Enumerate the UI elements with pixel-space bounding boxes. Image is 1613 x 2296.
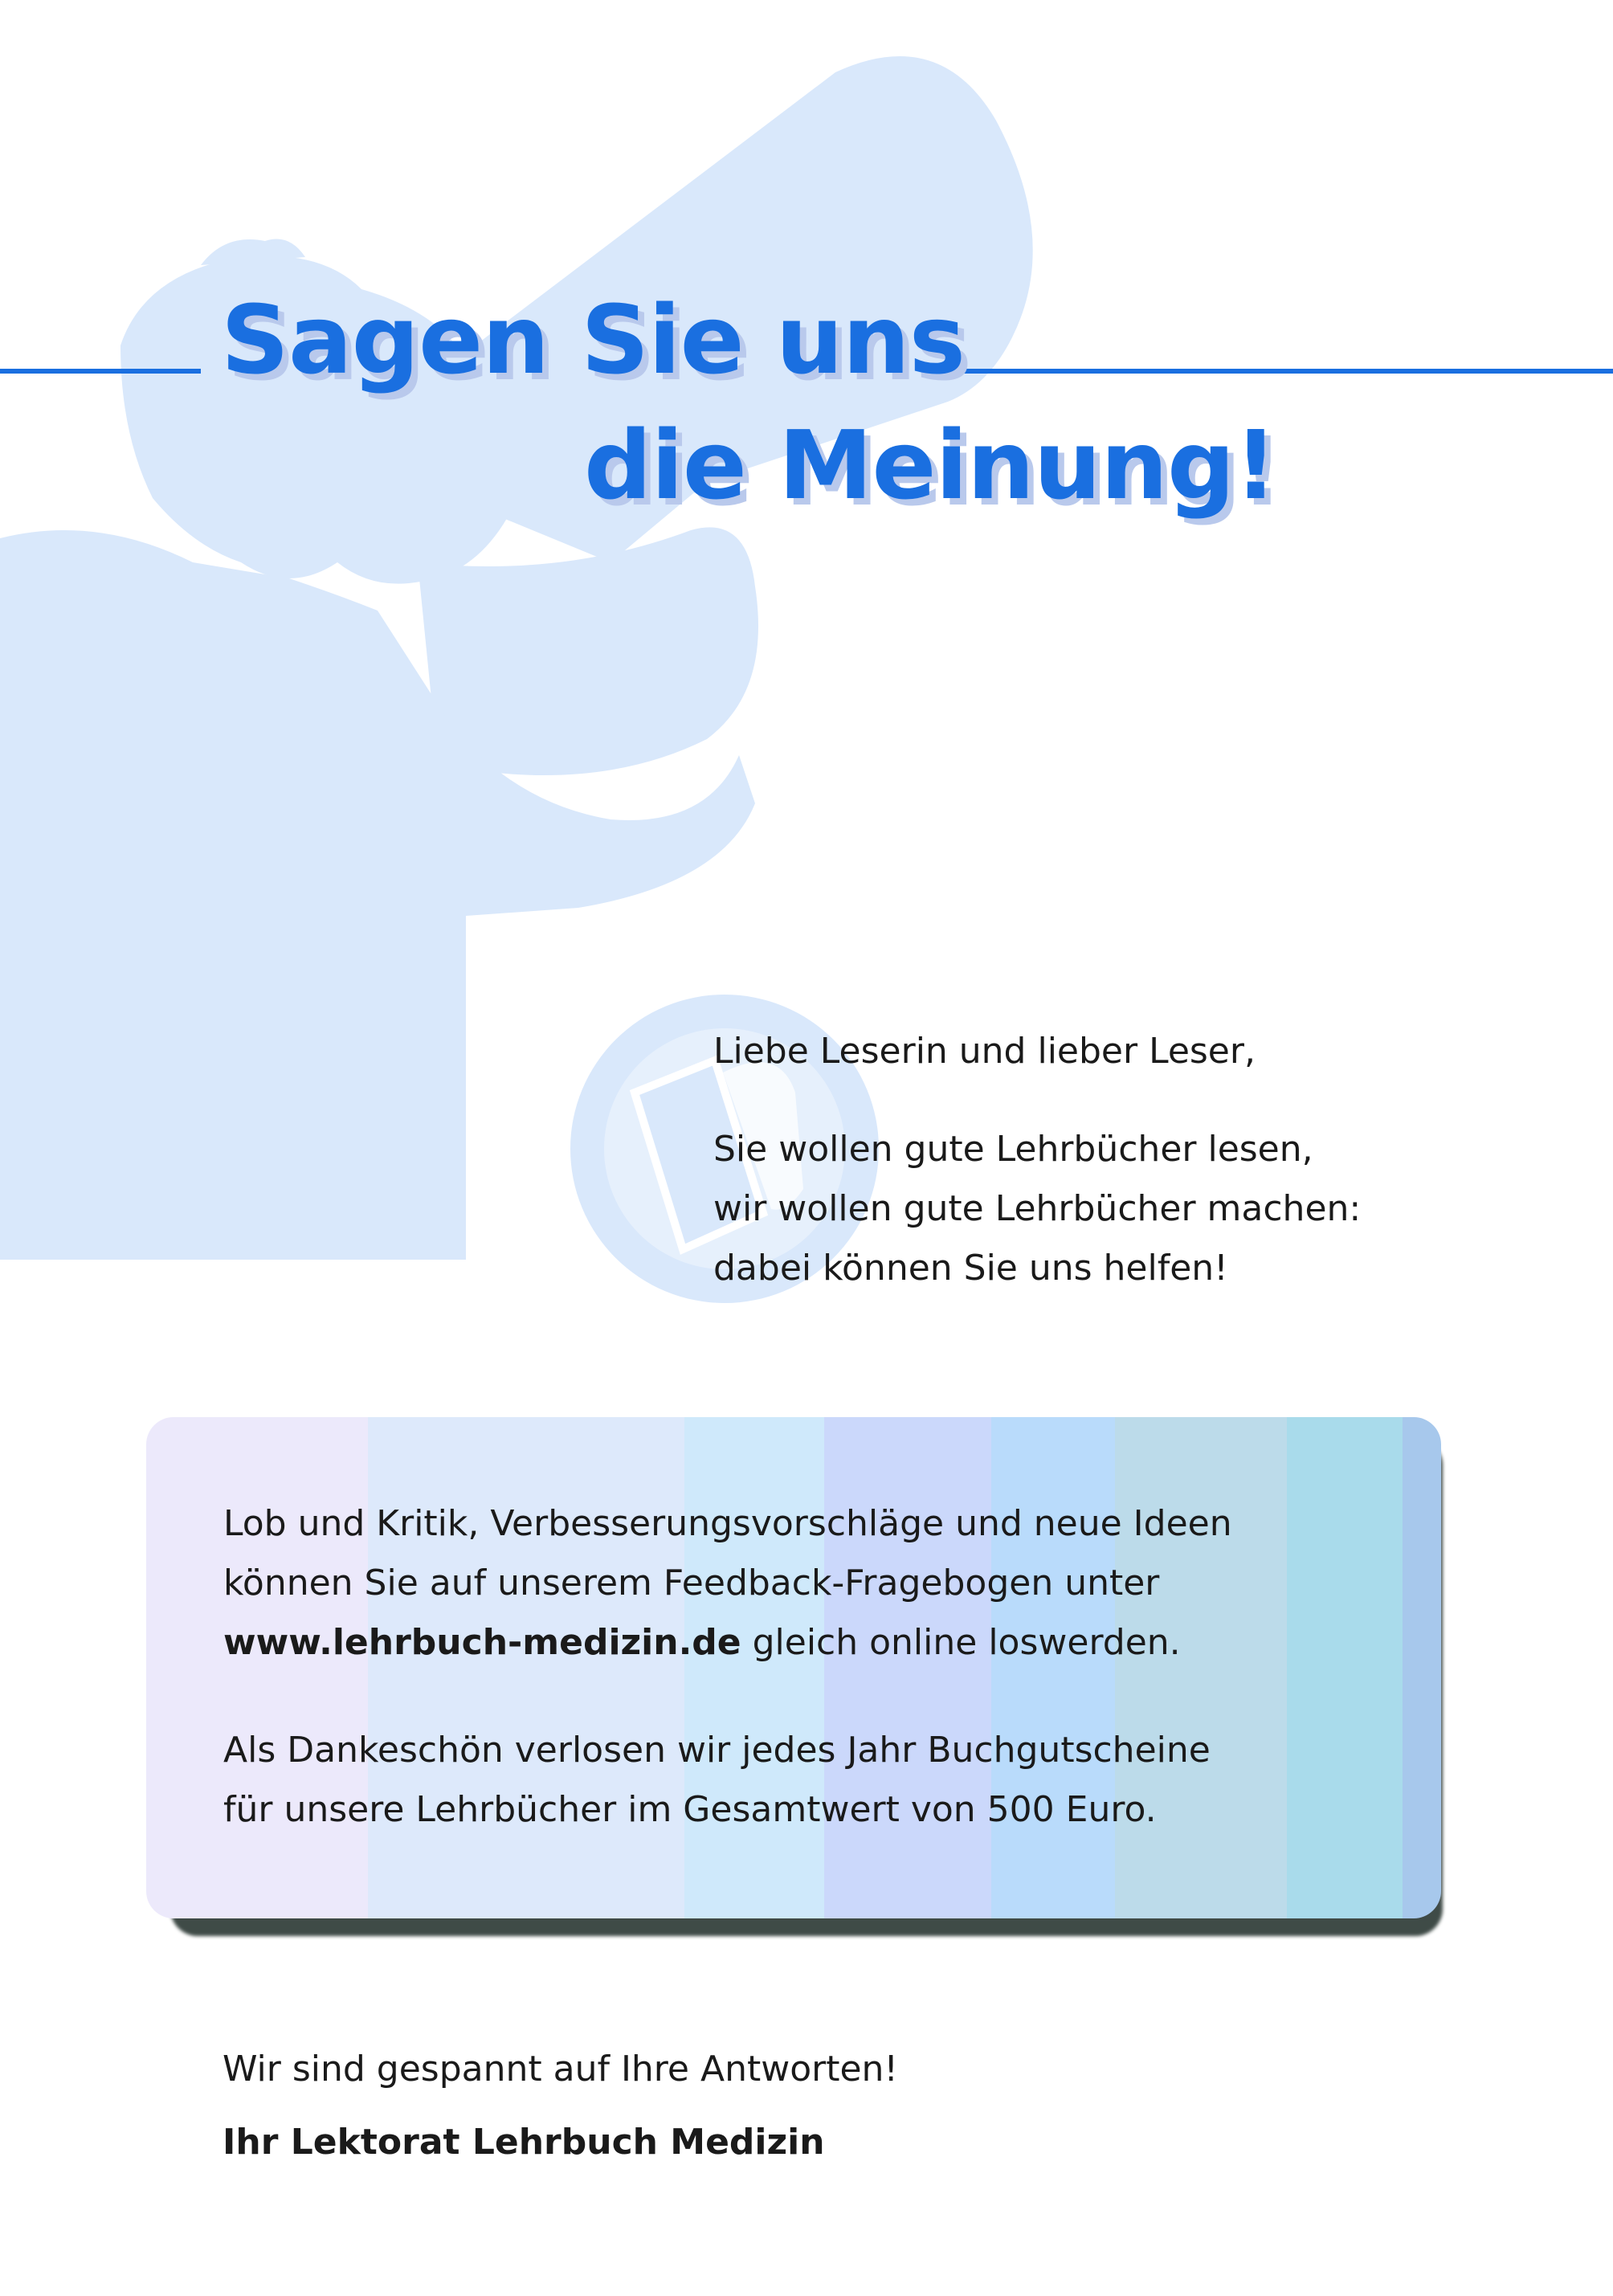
intro-line: Sie wollen gute Lehrbücher lesen, bbox=[713, 1129, 1313, 1170]
feedback-box bbox=[146, 1417, 1441, 1918]
signature: Ihr Lektorat Lehrbuch Medizin bbox=[223, 2122, 825, 2163]
feedback-line: Als Dankeschön verlosen wir jedes Jahr Buchgutscheine bbox=[223, 1730, 1211, 1771]
intro-line: wir wollen gute Lehrbücher machen: bbox=[713, 1188, 1362, 1229]
feedback-text bbox=[223, 1494, 1232, 1840]
feedback-paragraph-2 bbox=[223, 1721, 1232, 1840]
feedback-line: für unsere Lehrbücher im Gesamtwert von 500 Euro. bbox=[223, 1789, 1157, 1830]
feedback-line: können Sie auf unserem Feedback-Fragebogen unter bbox=[223, 1563, 1160, 1604]
headline-line-1: Sagen Sie uns bbox=[221, 284, 965, 395]
greeting: Liebe Leserin und lieber Leser, bbox=[713, 1031, 1256, 1072]
headline-rule-right bbox=[954, 369, 1613, 374]
intro-text bbox=[713, 1022, 1361, 1298]
feedback-line bbox=[223, 1613, 1232, 1673]
feedback-line: Lob und Kritik, Verbesserungsvorschläge und neue Ideen bbox=[223, 1503, 1232, 1544]
closing-line: Wir sind gespannt auf Ihre Antworten! bbox=[223, 2049, 899, 2090]
closing bbox=[223, 2049, 898, 2163]
headline-rule-left bbox=[0, 369, 201, 374]
feedback-paragraph-1 bbox=[223, 1494, 1232, 1673]
feedback-url-link[interactable]: www.lehrbuch-medizin.de bbox=[223, 1622, 741, 1663]
headline-line-2: die Meinung! bbox=[584, 410, 1277, 521]
intro-paragraph bbox=[713, 1120, 1361, 1298]
intro-line: dabei können Sie uns helfen! bbox=[713, 1248, 1228, 1289]
feedback-line-rest: gleich online loswerden. bbox=[741, 1622, 1181, 1663]
